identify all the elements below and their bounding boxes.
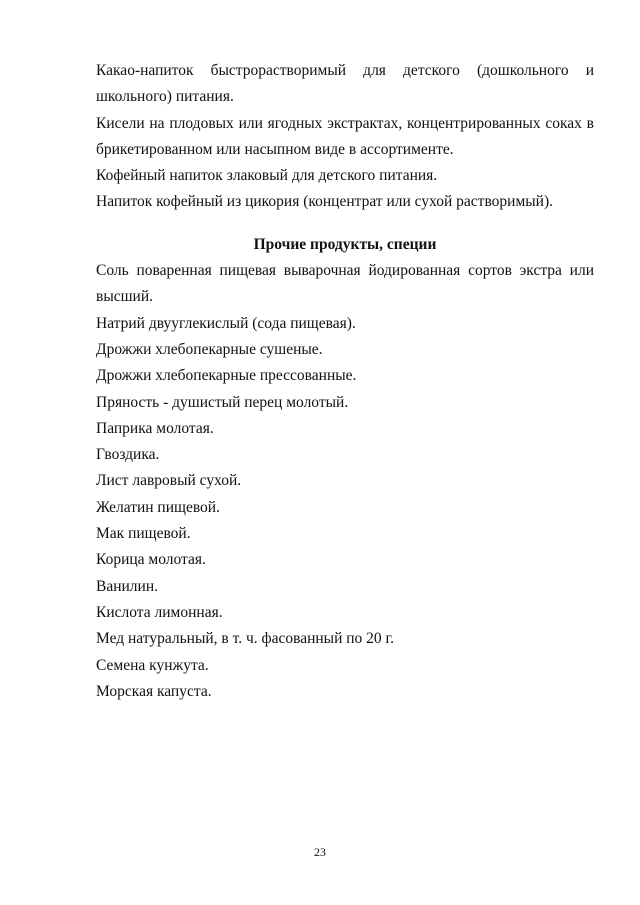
list-item: Какао-напиток быстрорастворимый для детского (дошкольного и школьного) питания.: [96, 62, 594, 106]
list-item: Морская капуста.: [96, 682, 212, 700]
list-item: Паприка молотая.: [96, 419, 214, 437]
list-item: Соль поваренная пищевая выварочная йодированная сортов экстра или высший.: [96, 262, 594, 306]
list-item: Мед натуральный, в т. ч. фасованный по 20 г.: [96, 630, 395, 648]
list-item: Мак пищевой.: [96, 525, 191, 543]
list-item: Кисели на плодовых или ягодных экстрактах, концентрированных соках в брикетированном или насыпном виде в ассортименте.: [96, 114, 594, 158]
list-item: Дрожжи хлебопекарные сушеные.: [96, 340, 323, 358]
list-item: Семена кунжута.: [96, 656, 209, 674]
list-item: Кофейный напиток злаковый для детского питания.: [96, 167, 438, 185]
list-item: Ванилин.: [96, 577, 159, 595]
list-item: Пряность - душистый перец молотый.: [96, 393, 349, 411]
list-item: Корица молотая.: [96, 551, 206, 569]
list-item: Лист лавровый сухой.: [96, 472, 242, 490]
list-item: Кислота лимонная.: [96, 603, 223, 621]
list-item: Напиток кофейный из цикория (концентрат или сухой растворимый).: [96, 193, 554, 211]
list-item: Натрий двууглекислый (сода пищевая).: [96, 314, 356, 332]
list-item: Желатин пищевой.: [96, 498, 220, 516]
list-item: Гвоздика.: [96, 446, 160, 464]
page-number: 23: [314, 845, 326, 859]
section-gap: [96, 216, 594, 232]
section-heading: Прочие продукты, специи: [253, 235, 437, 253]
page-content: [96, 58, 594, 705]
list-item: Дрожжи хлебопекарные прессованные.: [96, 367, 357, 385]
